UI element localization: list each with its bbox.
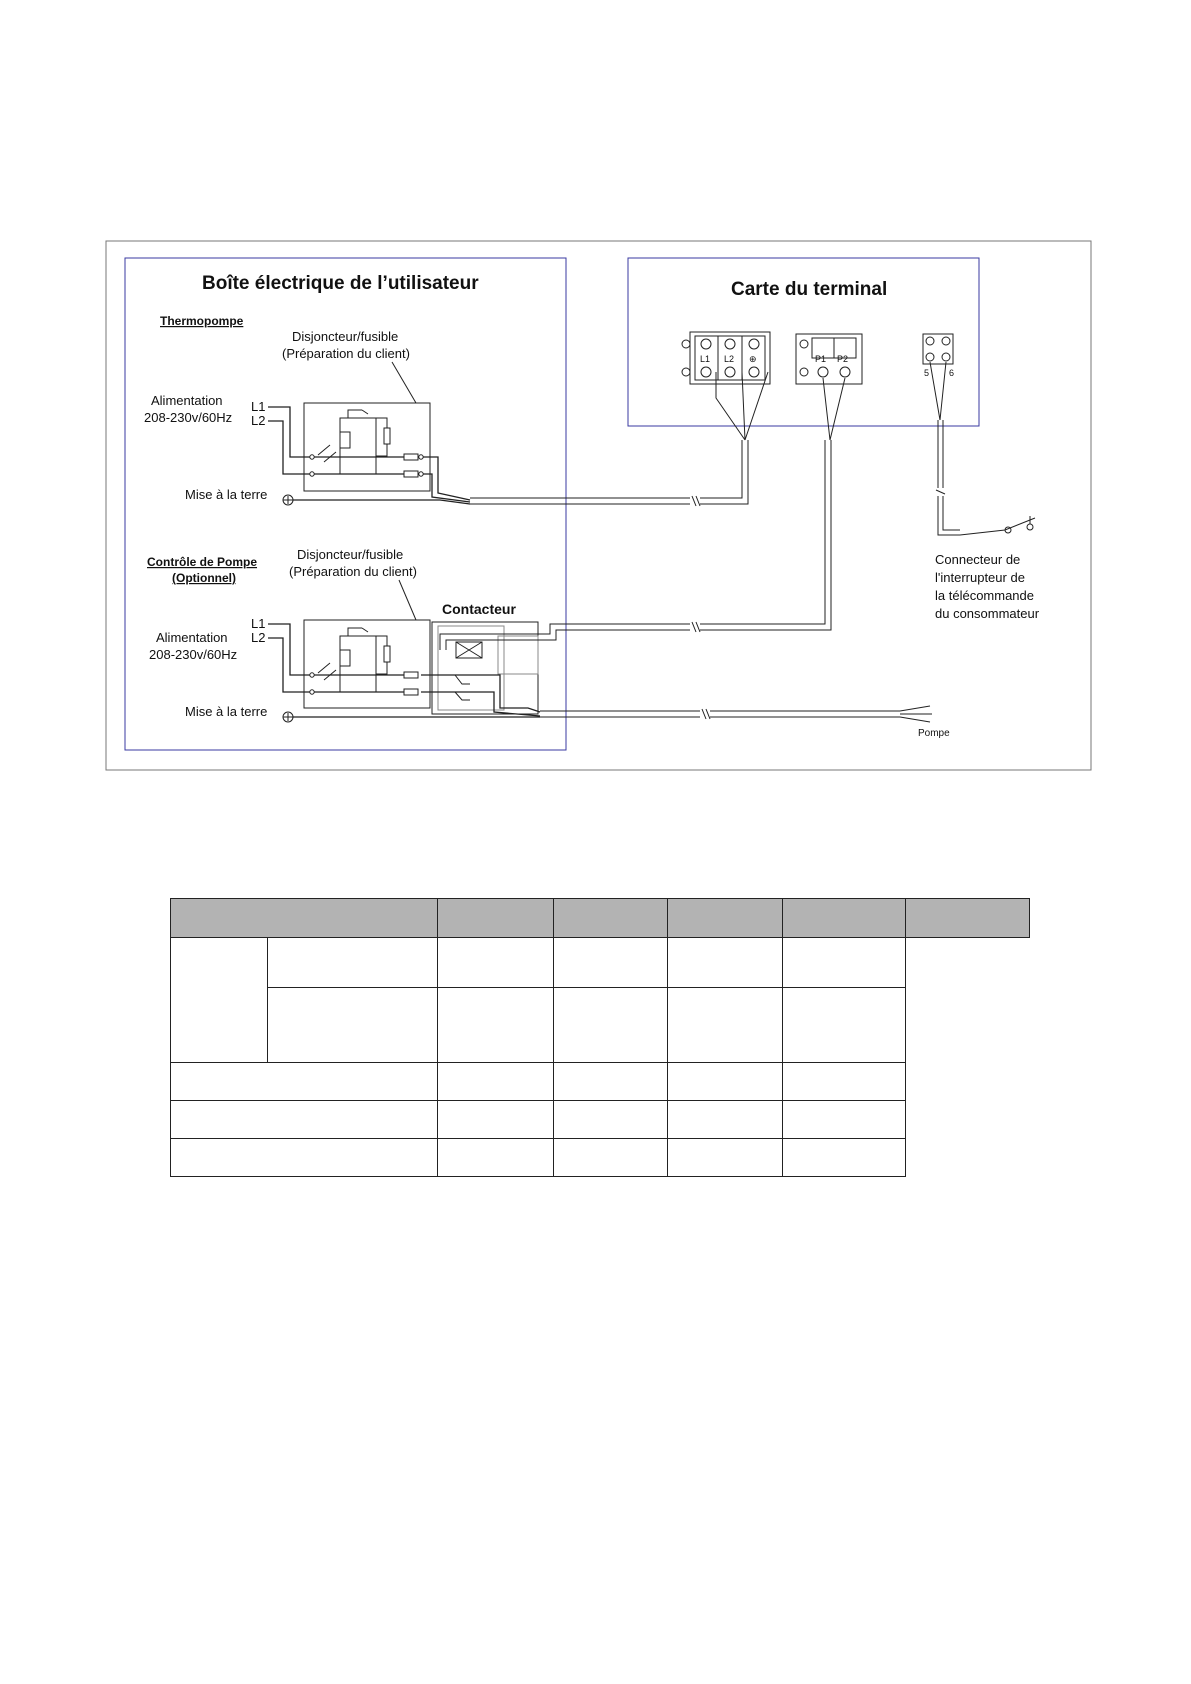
pump-l1-label: L1	[251, 616, 266, 631]
heat-pump-heading: Thermopompe	[160, 314, 244, 328]
pump-ground-icon	[283, 712, 293, 722]
table-row	[171, 938, 1030, 988]
pump-contact-1	[310, 673, 314, 677]
pump-l2-label: L2	[251, 630, 266, 645]
table-cell	[783, 1101, 906, 1139]
table-header-cell	[171, 899, 438, 938]
table-cell	[438, 938, 554, 988]
contact-1	[310, 455, 314, 459]
contactor-coil-icon	[456, 642, 482, 658]
switch-label-3: la télécommande	[935, 588, 1034, 603]
switch-fan	[930, 362, 946, 420]
table-cell	[438, 988, 554, 1063]
table-cell	[171, 1101, 438, 1139]
pump-heading-1: Contrôle de Pompe	[147, 555, 258, 569]
pump-contact-2	[310, 690, 314, 694]
ground-icon	[283, 495, 293, 505]
table-cell	[171, 938, 268, 1063]
pump-cable-a	[540, 711, 700, 717]
coil-wire-b	[446, 630, 690, 650]
cable-break-3	[692, 622, 700, 632]
cable-main-a	[470, 498, 690, 504]
terminal-l1: L1	[700, 354, 711, 364]
l2-label: L2	[251, 413, 266, 428]
contactor-wires-in	[421, 675, 488, 692]
pump-fuse-1	[404, 672, 418, 678]
switch-label-4: du consommateur	[935, 606, 1040, 621]
pump-heading-2: (Optionnel)	[172, 571, 236, 585]
pump-terminal-fan	[823, 378, 845, 440]
contact-4	[419, 472, 423, 476]
fuse-2	[404, 471, 418, 477]
wiring-diagram	[0, 0, 1191, 800]
breaker-label-2: (Préparation du client)	[282, 346, 410, 361]
table-cell	[554, 938, 668, 988]
pump-fuse-2	[404, 689, 418, 695]
cable-main-b	[700, 440, 748, 504]
table-cell	[438, 1101, 554, 1139]
contact-2	[310, 472, 314, 476]
breaker-label-1: Disjoncteur/fusible	[292, 329, 399, 344]
table-row	[171, 1139, 1030, 1177]
table-header-cell	[554, 899, 668, 938]
terminal-box-title: Carte du terminal	[731, 279, 888, 300]
table-cell	[668, 1139, 783, 1177]
terminal-p2: P2	[837, 354, 849, 364]
coil-wire-a	[440, 624, 690, 650]
table-row	[171, 1063, 1030, 1101]
table-cell	[438, 1063, 554, 1101]
breaker-mechanism	[318, 410, 390, 474]
contactor-label: Contacteur	[442, 601, 516, 617]
main-terminal-fan	[716, 372, 768, 440]
table-cell	[668, 938, 783, 988]
breaker-leader	[392, 362, 416, 403]
supply-label-2: 208-230v/60Hz	[144, 410, 233, 425]
pump-breaker-mechanism	[318, 628, 390, 692]
table-cell	[554, 988, 668, 1063]
table-header-cell	[668, 899, 783, 938]
pump-breaker-leader	[399, 580, 416, 620]
switch-label-1: Connecteur de	[935, 552, 1021, 567]
remote-switch-icon	[960, 516, 1035, 535]
table-cell	[171, 1063, 438, 1101]
pump-breaker-label-1: Disjoncteur/fusible	[297, 547, 404, 562]
table-cell	[554, 1063, 668, 1101]
table-cell	[783, 1139, 906, 1177]
table-cell	[268, 988, 438, 1063]
l1-label: L1	[251, 399, 266, 414]
pump-ground-label: Mise à la terre	[185, 704, 268, 719]
terminal-ground: ⊕	[749, 354, 757, 364]
table-row	[171, 1101, 1030, 1139]
breaker-box	[304, 403, 430, 491]
table-row	[171, 988, 1030, 1063]
terminal-6: 6	[949, 368, 955, 378]
pump-supply-label-1: Alimentation	[156, 630, 228, 645]
table-header-cell	[783, 899, 906, 938]
table-cell	[783, 938, 906, 988]
spec-table	[170, 898, 1030, 1177]
cable-break-1	[692, 496, 700, 506]
table-cell	[268, 938, 438, 988]
contactor-contacts	[455, 675, 470, 700]
switch-terminal-block	[923, 334, 953, 364]
table-cell	[668, 1063, 783, 1101]
table-header-cell	[438, 899, 554, 938]
switch-cable-b	[938, 496, 960, 535]
pump-breaker-label-2: (Préparation du client)	[289, 564, 417, 579]
pump-supply-label-2: 208-230v/60Hz	[149, 647, 238, 662]
contact-3	[419, 455, 423, 459]
table-cell	[668, 1101, 783, 1139]
cable-break-2	[936, 490, 945, 494]
terminal-5: 5	[924, 368, 930, 378]
table-cell	[438, 1139, 554, 1177]
pump-label: Pompe	[918, 728, 950, 739]
terminal-p1: P1	[815, 354, 827, 364]
table-header-row	[171, 899, 1030, 938]
table-cell	[668, 988, 783, 1063]
terminal-l2: L2	[724, 354, 735, 364]
switch-label-2: l'interrupteur de	[935, 570, 1025, 585]
pump-terminal-block	[796, 334, 862, 384]
switch-cable-a	[938, 420, 943, 488]
table-cell	[171, 1139, 438, 1177]
table-cell	[783, 988, 906, 1063]
table-header-cell	[906, 899, 1030, 938]
table-cell	[554, 1101, 668, 1139]
cable-break-4	[702, 709, 710, 719]
supply-label-1: Alimentation	[151, 393, 223, 408]
pump-cable-b	[710, 711, 900, 717]
ground-label: Mise à la terre	[185, 487, 268, 502]
fuse-1	[404, 454, 418, 460]
wire-ground	[293, 500, 470, 504]
pump-terminal-cable	[700, 440, 831, 630]
table-cell	[554, 1139, 668, 1177]
table-cell	[783, 1063, 906, 1101]
user-box-title: Boîte électrique de l’utilisateur	[202, 273, 479, 294]
pump-cable-end	[900, 706, 932, 722]
